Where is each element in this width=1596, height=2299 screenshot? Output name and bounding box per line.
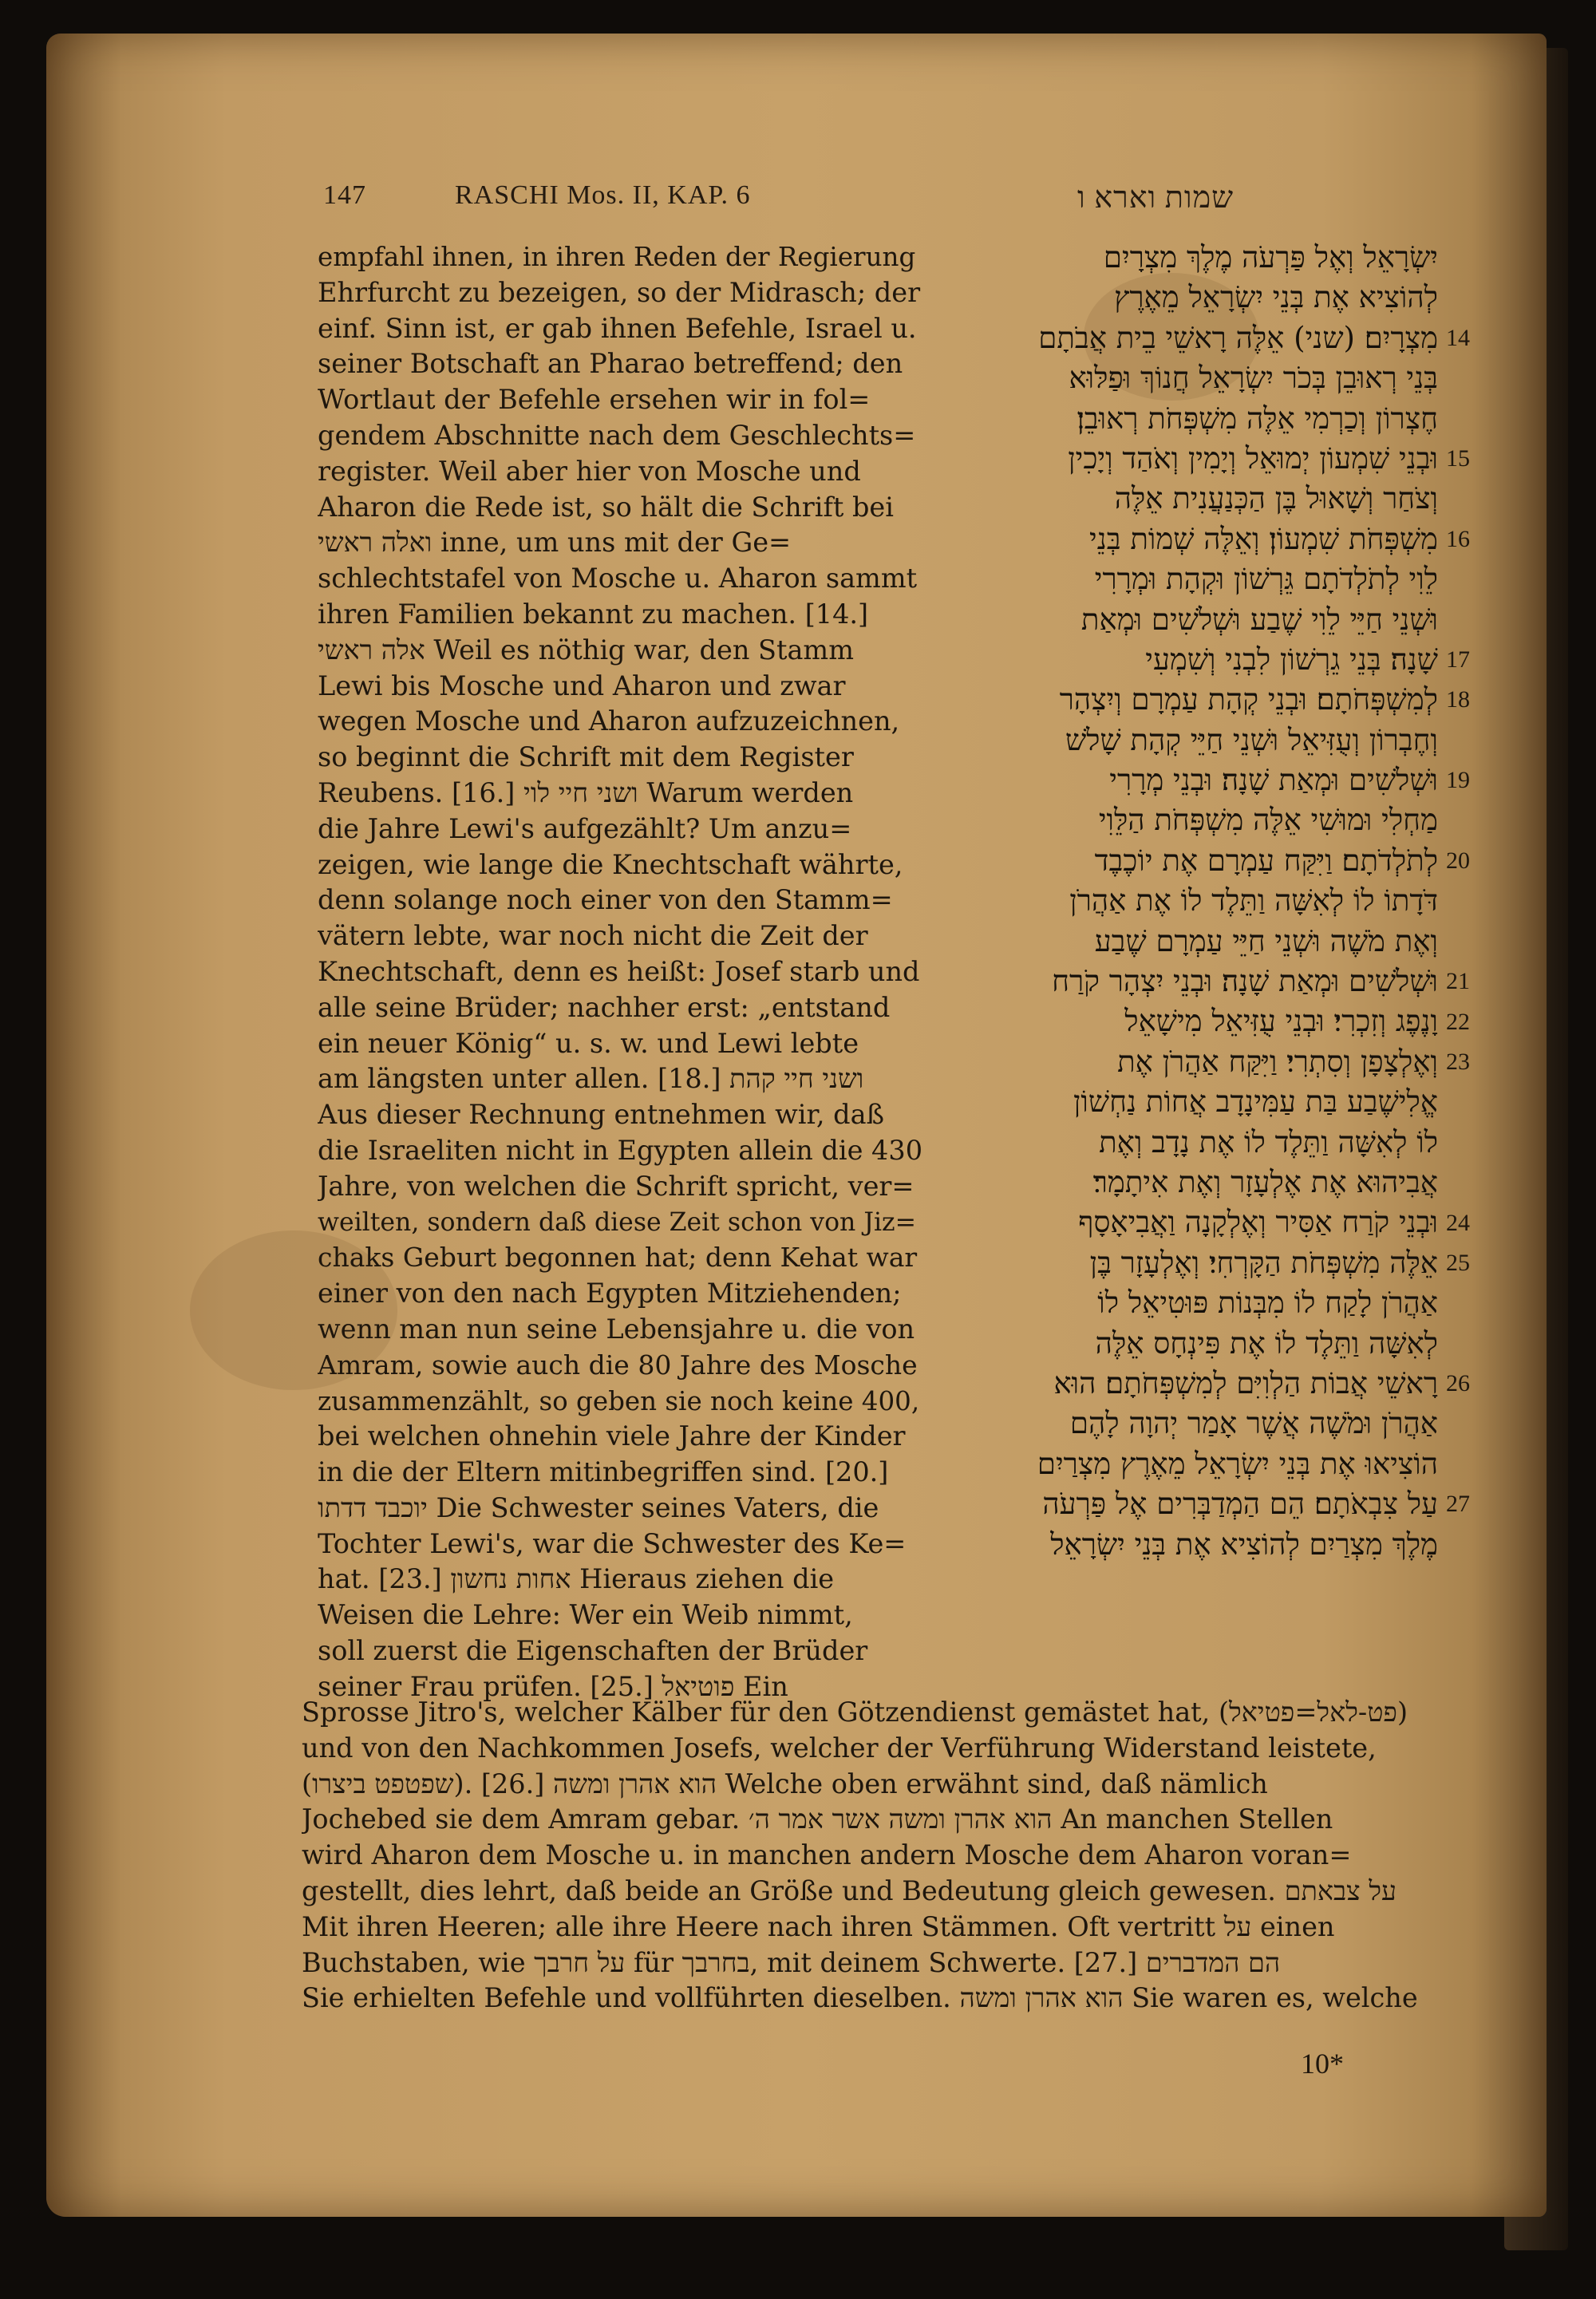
german-text-line: am längsten unter allen. [18.] ושני חיי קהת <box>318 1063 864 1095</box>
hebrew-text-line: אֲבִיהוּא אֶת אֶלְעָזָר וְאֶת אִיתָמָר׃ <box>1092 1164 1438 1199</box>
german-text-line: Reubens. [16.] ושני חיי לוי Warum werden <box>318 776 854 808</box>
german-text-line: einf. Sinn ist, er gab ihnen Befehle, Israel u. <box>318 312 917 344</box>
hebrew-text-line: לֵוִי לְתֹלְדֹתָם גֵּרְשׁוֹן וּקְהָת וּמְרָרִי <box>1094 562 1438 597</box>
german-text-line: seiner Frau prüfen. [25.] פוטיאל Ein <box>318 1670 788 1702</box>
hebrew-text-line: מֶלֶךְ מִצְרַיִם לְהוֹצִיא אֶת בְּנֵי יִשְׂרָאֵל <box>1050 1527 1438 1562</box>
german-text-line: zusammenzählt, so geben sie noch keine 400, <box>318 1385 920 1416</box>
german-text-line: schlechtstafel von Mosche u. Aharon sammt <box>318 563 918 595</box>
running-title: RASCHI Mos. II, KAP. 6 <box>455 180 751 210</box>
verse-number: 27 <box>1446 1491 1470 1518</box>
hebrew-text-line: וּשְׁלֹשִׁים וּמְאַת שָׁנָה׃ וּבְנֵי יִצְהָר קֹרַח <box>1052 964 1438 999</box>
german-text-line: ihren Familien bekannt zu machen. [14.] <box>318 598 869 630</box>
german-text-line: register. Weil aber hier von Mosche und <box>318 455 861 487</box>
german-text-line: die Israeliten nicht in Egypten allein die 430 <box>318 1134 923 1166</box>
hebrew-text-line: אַהֲרֹן לָקַח לוֹ מִבְּנוֹת פּוּטִיאֵל לוֹ <box>1097 1286 1438 1321</box>
hebrew-text-line: מִצְרָיִם׃ (שני) אֵלֶּה רָאשֵׁי בֵית אֲבֹתָם <box>1038 320 1438 355</box>
german-text-line: alle seine Brüder; nachher erst: „entstand <box>318 991 891 1023</box>
german-text-line: einer von den nach Egypten Mitziehenden; <box>318 1278 902 1309</box>
verse-number: 24 <box>1446 1209 1470 1236</box>
hebrew-text-line: שָׁנָה׃ בְּנֵי גֵרְשׁוֹן לִבְנִי וְשִׁמְעִי <box>1145 642 1438 677</box>
verse-number: 23 <box>1446 1049 1470 1075</box>
hebrew-text-line: יִשְׂרָאֵל וְאֶל פַּרְעֹה מֶלֶךְ מִצְרָיִם <box>1103 240 1438 275</box>
german-text-line: Amram, sowie auch die 80 Jahre des Mosche <box>318 1349 918 1381</box>
verse-number: 19 <box>1446 767 1470 794</box>
german-text-line: Sprosse Jitro's, welcher Kälber für den Götzendienst gemästet hat, (פט-לאל=פטיאל) <box>302 1697 1408 1728</box>
german-text-line: in die der Eltern mitinbegriffen sind. [20.] <box>318 1456 889 1488</box>
page-number: 147 <box>323 180 366 210</box>
german-text-line: Tochter Lewi's, war die Schwester des Ke= <box>318 1527 907 1559</box>
verse-number: 20 <box>1446 847 1470 874</box>
hebrew-text-line: אֱלִישֶׁבַע בַּת עַמִּינָדָב אֲחוֹת נַחְשׁוֹן <box>1073 1084 1438 1120</box>
german-text-line: zeigen, wie lange die Knechtschaft währte, <box>318 848 903 880</box>
verse-number: 16 <box>1446 525 1470 552</box>
german-text-line: denn solange noch einer von den Stamm= <box>318 884 893 916</box>
hebrew-text-line: מִשְׁפְּחֹת שִׁמְעוֹן׃ וְאֵלֶּה שְׁמוֹת בְּנֵי <box>1089 521 1438 556</box>
hebrew-text-line: אַהֲרֹן וּמֹשֶׁה אֲשֶׁר אָמַר יְהוָה לָהֶם <box>1069 1406 1438 1441</box>
hebrew-text-line: וּשְׁלֹשִׁים וּמְאַת שָׁנָה׃ וּבְנֵי מְרָרִי <box>1109 763 1438 798</box>
german-text-line: wegen Mosche und Aharon aufzuzeichnen, <box>318 705 900 737</box>
hebrew-text-line: לְתֹלְדֹתָם׃ וַיִּקַּח עַמְרָם אֶת יוֹכֶבֶד <box>1094 843 1438 878</box>
german-text-line: vätern lebte, war noch nicht die Zeit der <box>318 920 868 952</box>
german-text-line: bei welchen ohnehin viele Jahre der Kinder <box>318 1420 906 1452</box>
german-text-line: Aus dieser Rechnung entnehmen wir, daß <box>318 1099 884 1131</box>
hebrew-text-line: לְמִשְׁפְּחֹתָם׃ וּבְנֵי קְהָת עַמְרָם וְיִצְהָר <box>1059 682 1438 717</box>
hebrew-text-line: אֵלֶּה מִשְׁפְּחֹת הַקָּרְחִי׃ וְאֶלְעָזָר בֶּן <box>1089 1245 1438 1280</box>
german-text-line: Knechtschaft, denn es heißt: Josef starb und <box>318 955 920 987</box>
verse-number: 17 <box>1446 646 1470 673</box>
german-commentary-bottom <box>302 1695 1443 2017</box>
german-text-line: Jochebed sie dem Amram gebar. הוא אהרן ומשה אשר אמר ה׳ An manchen Stellen <box>302 1803 1333 1835</box>
german-text-line: Mit ihren Heeren; alle ihre Heere nach ihren Stämmen. Oft vertritt על einen <box>302 1910 1335 1942</box>
printer-signature: 10* <box>1301 2048 1344 2080</box>
german-text-line: und von den Nachkommen Josefs, welcher der Verführung Widerstand leistete, <box>302 1732 1377 1764</box>
hebrew-text-line: לְהוֹצִיא אֶת בְּנֵי יִשְׂרָאֵל מֵאֶרֶץ <box>1114 280 1438 315</box>
hebrew-text-line: הוֹצִיאוּ אֶת בְּנֵי יִשְׂרָאֵל מֵאֶרֶץ מִצְרַיִם <box>1037 1446 1438 1481</box>
hebrew-text-line: וּשְׁנֵי חַיֵּי לֵוִי שֶׁבַע וּשְׁלֹשִׁים וּמְאַת <box>1080 602 1438 637</box>
hebrew-text-line: בְּנֵי רְאוּבֵן בְּכֹר יִשְׂרָאֵל חֲנוֹךְ וּפַלּוּא <box>1069 361 1438 396</box>
hebrew-text-line: וָנֶפֶג וְזִכְרִי׃ וּבְנֵי עֻזִּיאֵל מִישָׁאֵל <box>1124 1004 1438 1039</box>
german-text-line: wird Aharon dem Mosche u. in manchen andern Mosche dem Aharon voran= <box>302 1839 1352 1871</box>
german-text-line: ואלה ראשי inne, um uns mit der Ge= <box>318 527 792 559</box>
german-text-line: seiner Botschaft an Pharao betreffend; den <box>318 348 903 380</box>
hebrew-text-line: וְאֶת מֹשֶׁה וּשְׁנֵי חַיֵּי עַמְרָם שֶׁבַע <box>1094 923 1438 958</box>
german-text-line: so beginnt die Schrift mit dem Register <box>318 741 854 773</box>
verse-number: 21 <box>1446 968 1470 995</box>
verse-number: 15 <box>1446 445 1470 472</box>
german-text-line: (שפטפט ביצרו). [26.] הוא אהרן ומשה Welche oben erwähnt sind, daß nämlich <box>302 1768 1268 1799</box>
german-text-line: wenn man nun seine Lebensjahre u. die von <box>318 1313 915 1345</box>
hebrew-text-line: מַחְלִי וּמוּשִׁי אֵלֶּה מִשְׁפְּחֹת הַלֵּוִי <box>1098 803 1438 838</box>
hebrew-running-title: שמות וארא ו <box>1077 181 1235 215</box>
german-commentary-column <box>318 239 924 1705</box>
verse-number: 18 <box>1446 686 1470 713</box>
german-text-line: die Jahre Lewi's aufgezählt? Um anzu= <box>318 812 852 844</box>
german-text-line: Weisen die Lehre: Wer ein Weib nimmt, <box>318 1599 853 1631</box>
hebrew-text-line: דֹּדָתוֹ לוֹ לְאִשָּׁה וַתֵּלֶד לוֹ אֶת אַהֲרֹן <box>1069 883 1438 918</box>
hebrew-text-line: חֶצְרוֹן וְכַרְמִי אֵלֶּה מִשְׁפְּחֹת רְאוּבֵן׃ <box>1077 401 1438 436</box>
hebrew-text-line: וְחֶבְרוֹן וְעֻזִּיאֵל וּשְׁנֵי חַיֵּי קְהָת שָׁלֹשׁ <box>1065 722 1438 757</box>
hebrew-text-line: וּבְנֵי שִׁמְעוֹן יְמוּאֵל וְיָמִין וְאֹהַד וְיָכִין <box>1068 440 1438 476</box>
hebrew-text-line: לוֹ לְאִשָּׁה וַתֵּלֶד לוֹ אֶת נָדָב וְאֶת <box>1099 1124 1438 1159</box>
german-text-line: gendem Abschnitte nach dem Geschlechts= <box>318 419 916 451</box>
german-text-line: Sie erhielten Befehle und vollführten dieselben. הוא אהרן ומשה Sie waren es, welche <box>302 1982 1418 2014</box>
verse-number: 22 <box>1446 1008 1470 1035</box>
german-text-line: Lewi bis Mosche und Aharon und zwar <box>318 670 846 701</box>
hebrew-text-line: וּבְנֵי קֹרַח אַסִּיר וְאֶלְקָנָה וַאֲבִיאָסָף <box>1078 1205 1438 1240</box>
hebrew-text-column <box>927 238 1438 1565</box>
hebrew-text-line: לְאִשָּׁה וַתֵּלֶד לוֹ אֶת פִּינְחָס אֵלֶּה <box>1095 1325 1438 1361</box>
german-text-line: weilten, sondern daß diese Zeit schon von Jiz= <box>318 1207 917 1237</box>
german-text-line: gestellt, dies lehrt, daß beide an Größe und Bedeutung gleich gewesen. על צבאתם <box>302 1874 1396 1906</box>
german-text-line: Wortlaut der Befehle ersehen wir in fol= <box>318 384 871 416</box>
verse-number: 25 <box>1446 1250 1470 1276</box>
hebrew-text-line: וְאֶלְצָפָן וְסִתְרִי׃ וַיִּקַּח אַהֲרֹן אֶת <box>1117 1044 1438 1079</box>
german-text-line: chaks Geburt begonnen hat; denn Kehat war <box>318 1242 918 1274</box>
german-text-line: Jahre, von welchen die Schrift spricht, ver= <box>318 1170 915 1202</box>
german-text-line: hat. [23.] אחות נחשון Hieraus ziehen die <box>318 1563 835 1595</box>
hebrew-text-line: וְצֹחַר וְשָׁאוּל בֶּן הַכְּנַעֲנִית אֵלֶּה <box>1114 481 1438 516</box>
verse-number: 26 <box>1446 1370 1470 1397</box>
german-text-line: Ehrfurcht zu bezeigen, so der Midrasch; der <box>318 276 921 308</box>
german-text-line: soll zuerst die Eigenschaften der Brüder <box>318 1635 868 1667</box>
german-text-line: Buchstaben, wie על חרבך für בחרבך, mit deinem Schwerte. [27.] הם המדברים <box>302 1946 1281 1978</box>
hebrew-text-line: עַל צִבְאֹתָם׃ הֵם הַמְדַבְּרִים אֶל פַּרְעֹה <box>1042 1487 1438 1522</box>
german-text-line: ein neuer König“ u. s. w. und Lewi lebte <box>318 1027 859 1059</box>
verse-number: 14 <box>1446 324 1470 351</box>
german-text-line: אלה ראשי Weil es nöthig war, den Stamm <box>318 634 854 666</box>
hebrew-text-line: רָאשֵׁי אֲבוֹת הַלְוִיִּם לְמִשְׁפְּחֹתָם׃ הוּא <box>1053 1365 1438 1400</box>
german-text-line: יוכבד דדתו Die Schwester seines Vaters, die <box>318 1491 879 1523</box>
german-text-line: Aharon die Rede ist, so hält die Schrift bei <box>318 491 894 523</box>
german-text-line: empfahl ihnen, in ihren Reden der Regierung <box>318 242 916 272</box>
